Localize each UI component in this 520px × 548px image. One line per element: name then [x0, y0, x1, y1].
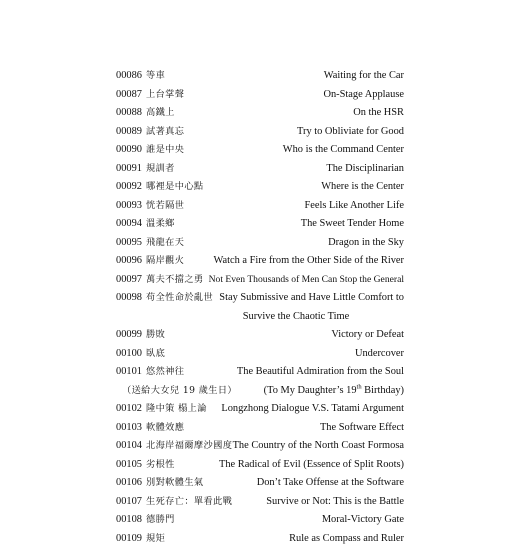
- entry-chinese-title: 隆中策 榻上論: [146, 400, 207, 419]
- entry-english-title: Survive or Not: This is the Battle: [266, 493, 404, 512]
- list-item: [116, 271, 404, 290]
- entry-chinese-title: 劣根性: [146, 456, 175, 475]
- entry-english-title: Who is the Command Center: [283, 141, 404, 160]
- entry-english-title: The Software Effect: [320, 419, 404, 438]
- entry-english-title: Stay Submissive and Have Little Comfort to: [219, 289, 404, 308]
- entry-chinese-title: 悠然神往: [146, 363, 184, 382]
- list-item: [116, 493, 404, 512]
- entry-english-title: Victory or Defeat: [331, 326, 404, 345]
- list-item: [116, 197, 404, 216]
- entry-english-title: Dragon in the Sky: [328, 234, 404, 253]
- entry-chinese-title: 恍若隔世: [146, 197, 184, 216]
- list-item: [116, 474, 404, 493]
- entry-code: 00105: [116, 456, 142, 475]
- entry-code: 00097: [116, 271, 142, 290]
- list-item: [116, 104, 404, 123]
- entry-code: 00092: [116, 178, 142, 197]
- entry-english-title: The Beautiful Admiration from the Soul: [237, 363, 404, 382]
- entry-code: 00088: [116, 104, 142, 123]
- entry-code: 00094: [116, 215, 142, 234]
- list-item: [116, 345, 404, 364]
- title-list: [116, 67, 404, 548]
- entry-code: 00089: [116, 123, 142, 142]
- entry-chinese-title: 德勝門: [146, 511, 175, 530]
- entry-code: 00091: [116, 160, 142, 179]
- entry-code: 00103: [116, 419, 142, 438]
- list-item-continuation: [116, 308, 404, 327]
- entry-english-title: Rule as Compass and Ruler: [289, 530, 404, 548]
- entry-chinese-title: 誰是中央: [146, 141, 184, 160]
- entry-chinese-title: 勝敗: [146, 326, 165, 345]
- entry-code: 00108: [116, 511, 142, 530]
- entry-code: 00100: [116, 345, 142, 364]
- entry-code: 00099: [116, 326, 142, 345]
- entry-chinese-title: 哪裡是中心點: [146, 178, 204, 197]
- entry-english-title: On-Stage Applause: [323, 86, 404, 105]
- list-item: [116, 363, 404, 382]
- list-item: [116, 326, 404, 345]
- list-item: [116, 215, 404, 234]
- entry-chinese-title: 規矩: [146, 530, 165, 548]
- entry-english-title-line2: Survive the Chaotic Time: [243, 308, 350, 327]
- entry-english-title: Watch a Fire from the Other Side of the River: [214, 252, 404, 271]
- entry-code: 00093: [116, 197, 142, 216]
- entry-english-title: Don’t Take Offense at the Software: [257, 474, 404, 493]
- entry-english-title: Undercover: [355, 345, 404, 364]
- entry-chinese-title: 別對軟體生氣: [146, 474, 204, 493]
- entry-chinese-title: 萬夫不擋之勇: [146, 271, 204, 290]
- list-item: [116, 178, 404, 197]
- entry-english-title: The Disciplinarian: [326, 160, 404, 179]
- list-item: [116, 252, 404, 271]
- list-item: [116, 400, 404, 419]
- entry-chinese-title: 隔岸觀火: [146, 252, 184, 271]
- list-item: [116, 437, 404, 456]
- list-item: [116, 141, 404, 160]
- entry-chinese-title: 溫柔鄉: [146, 215, 175, 234]
- list-item: [116, 511, 404, 530]
- entry-code: 00095: [116, 234, 142, 253]
- entry-code: 00102: [116, 400, 142, 419]
- entry-chinese-title: 高鐵上: [146, 104, 175, 123]
- list-item-dedication: [116, 382, 404, 401]
- list-item: [116, 530, 404, 548]
- entry-english-title: Where is the Center: [321, 178, 404, 197]
- list-item: [116, 419, 404, 438]
- entry-english-title: The Sweet Tender Home: [301, 215, 404, 234]
- entry-code: 00101: [116, 363, 142, 382]
- entry-chinese-title: 試著真忘: [146, 123, 184, 142]
- entry-code: 00090: [116, 141, 142, 160]
- entry-code: 00087: [116, 86, 142, 105]
- entry-chinese-title: 上台掌聲: [146, 86, 184, 105]
- entry-english-title: Not Even Thousands of Men Can Stop the General: [209, 271, 404, 290]
- entry-english-title: Waiting for the Car: [324, 67, 404, 86]
- entry-english-title: The Radical of Evil (Essence of Split Roots): [219, 456, 404, 475]
- entry-chinese-title: 飛龍在天: [146, 234, 184, 253]
- entry-chinese-dedication: （送給大女兒 19 歲生日）: [122, 382, 237, 401]
- entry-english-title: Longzhong Dialogue V.S. Tatami Argument: [221, 400, 404, 419]
- entry-code: 00106: [116, 474, 142, 493]
- list-item: [116, 456, 404, 475]
- list-item: [116, 86, 404, 105]
- entry-code: 00109: [116, 530, 142, 548]
- list-item: [116, 67, 404, 86]
- entry-code: 00107: [116, 493, 142, 512]
- entry-code: 00096: [116, 252, 142, 271]
- entry-english-title: On the HSR: [353, 104, 404, 123]
- entry-chinese-title: 北海岸福爾摩沙國度: [146, 437, 232, 456]
- entry-english-dedication: (To My Daughter’s 19th Birthday): [264, 382, 404, 401]
- list-item: [116, 234, 404, 253]
- entry-code: 00098: [116, 289, 142, 308]
- list-item: [116, 289, 404, 308]
- entry-chinese-title: 臥底: [146, 345, 165, 364]
- entry-chinese-title: 等車: [146, 67, 165, 86]
- list-item: [116, 160, 404, 179]
- list-item: [116, 123, 404, 142]
- entry-chinese-title: 生死存亡：單看此戰: [146, 493, 232, 512]
- entry-english-title: Feels Like Another Life: [304, 197, 404, 216]
- entry-chinese-title: 苟全性命於亂世: [146, 289, 213, 308]
- entry-english-title: Moral-Victory Gate: [322, 511, 404, 530]
- entry-code: 00086: [116, 67, 142, 86]
- entry-chinese-title: 規訓者: [146, 160, 175, 179]
- entry-chinese-title: 軟體效應: [146, 419, 184, 438]
- entry-code: 00104: [116, 437, 142, 456]
- entry-english-title: Try to Obliviate for Good: [297, 123, 404, 142]
- entry-english-title: The Country of the North Coast Formosa: [233, 437, 404, 456]
